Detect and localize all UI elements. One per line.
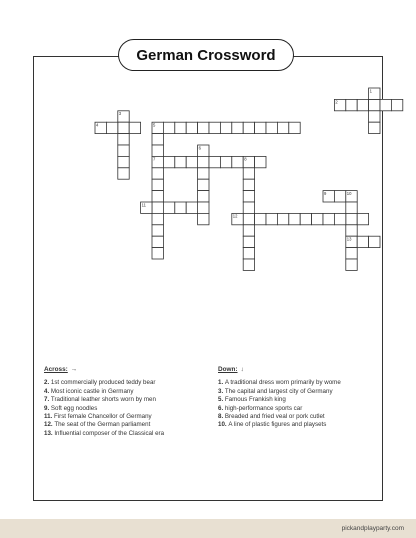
grid-cell[interactable]: [220, 122, 231, 133]
clue-text: A traditional dress worn primarily by wome: [224, 379, 341, 387]
clue-number: 4.: [44, 387, 51, 395]
grid-cell[interactable]: [152, 179, 163, 190]
clue-number: 7.: [44, 396, 51, 404]
cell-number: 3: [118, 111, 122, 117]
cell-number: 7: [153, 156, 156, 162]
across-clue: [44, 430, 214, 438]
grid-cell[interactable]: [243, 202, 254, 213]
grid-cell[interactable]: [346, 248, 357, 259]
grid-cell[interactable]: [220, 156, 231, 167]
grid-cell[interactable]: [152, 213, 163, 224]
grid-cell[interactable]: [198, 191, 209, 202]
grid-cell[interactable]: [369, 99, 380, 110]
clue-number: 10.: [218, 421, 229, 429]
grid-cell[interactable]: [346, 213, 357, 224]
grid-cell[interactable]: [357, 99, 368, 110]
grid-cell[interactable]: [243, 179, 254, 190]
clue-number: 2.: [44, 379, 51, 387]
cell-number: 13: [346, 236, 352, 242]
grid-cell[interactable]: [243, 191, 254, 202]
grid-cell[interactable]: [323, 213, 334, 224]
grid-cell[interactable]: [118, 122, 129, 133]
grid-cell[interactable]: [243, 236, 254, 247]
across-clue-list: [44, 379, 214, 438]
grid-cell[interactable]: [357, 213, 368, 224]
across-clues: [44, 366, 214, 438]
clue-number: 8.: [218, 413, 225, 421]
clue-text: Most iconic castle in Germany: [50, 387, 134, 395]
grid-cell[interactable]: [175, 202, 186, 213]
cell-number: 9: [324, 190, 327, 196]
grid-cell[interactable]: [346, 225, 357, 236]
grid-cell[interactable]: [243, 168, 254, 179]
grid-cell[interactable]: [255, 156, 266, 167]
grid-cell[interactable]: [186, 156, 197, 167]
grid-cell[interactable]: [255, 122, 266, 133]
grid-cell[interactable]: [186, 122, 197, 133]
grid-cell[interactable]: [175, 156, 186, 167]
grid-cell[interactable]: [175, 122, 186, 133]
grid-cell[interactable]: [198, 213, 209, 224]
cell-number: 10: [346, 190, 352, 196]
across-heading: Across: →: [44, 366, 78, 373]
grid-cell[interactable]: [198, 122, 209, 133]
grid-cell[interactable]: [380, 99, 391, 110]
clue-text: 1st commercially produced teddy bear: [50, 379, 156, 387]
grid-cell[interactable]: [357, 236, 368, 247]
grid-cell[interactable]: [312, 213, 323, 224]
grid-cell[interactable]: [163, 202, 174, 213]
clue-text: Famous Frankish king: [224, 396, 286, 404]
down-clue: [218, 388, 383, 396]
grid-cell[interactable]: [277, 213, 288, 224]
grid-cell[interactable]: [289, 122, 300, 133]
clue-text: The capital and largest city of Germany: [224, 387, 333, 395]
cell-number: 5: [153, 122, 156, 128]
clue-number: 12.: [44, 421, 55, 429]
grid-cell[interactable]: [209, 156, 220, 167]
grid-cell[interactable]: [198, 202, 209, 213]
clue-text: Influential composer of the Classical era: [54, 429, 165, 437]
down-clue: [218, 379, 383, 387]
grid-cell[interactable]: [118, 145, 129, 156]
grid-cell[interactable]: [369, 111, 380, 122]
grid-cell[interactable]: [243, 225, 254, 236]
down-clue: [218, 405, 383, 413]
right-arrow-icon: →: [70, 366, 78, 373]
grid-cell[interactable]: [346, 99, 357, 110]
grid-cell[interactable]: [243, 213, 254, 224]
across-clue: [44, 421, 214, 429]
grid-cell[interactable]: [118, 134, 129, 145]
grid-cell[interactable]: [129, 122, 140, 133]
grid-cell[interactable]: [152, 191, 163, 202]
clue-number: 9.: [44, 404, 51, 412]
grid-cell[interactable]: [266, 213, 277, 224]
grid-cell[interactable]: [255, 213, 266, 224]
clue-number: 1.: [218, 379, 225, 387]
across-clue: [44, 396, 214, 404]
grid-cell[interactable]: [118, 168, 129, 179]
grid-cell[interactable]: [391, 99, 402, 110]
grid-cell[interactable]: [243, 259, 254, 270]
grid-cell[interactable]: [118, 156, 129, 167]
grid-cell[interactable]: [334, 191, 345, 202]
down-clue: [218, 396, 383, 404]
grid-cell[interactable]: [198, 168, 209, 179]
clue-text: Traditional leather shorts worn by men: [50, 396, 156, 404]
grid-cell[interactable]: [152, 134, 163, 145]
across-clue: [44, 388, 214, 396]
clue-text: A line of plastic figures and playsets: [228, 421, 327, 429]
down-clue-list: [218, 379, 383, 429]
grid-cell[interactable]: [198, 156, 209, 167]
grid-cell[interactable]: [106, 122, 117, 133]
grid-cell[interactable]: [266, 122, 277, 133]
grid-cell[interactable]: [369, 122, 380, 133]
across-clue: [44, 379, 214, 387]
grid-cell[interactable]: [277, 122, 288, 133]
grid-cell[interactable]: [289, 213, 300, 224]
grid-cell[interactable]: [186, 202, 197, 213]
grid-cell[interactable]: [346, 259, 357, 270]
cell-number: 4: [96, 122, 99, 128]
down-arrow-icon: ↓: [240, 366, 244, 373]
grid-cell[interactable]: [243, 248, 254, 259]
across-clue: [44, 405, 214, 413]
grid-cell[interactable]: [369, 236, 380, 247]
grid-cell[interactable]: [209, 122, 220, 133]
cell-number: 12: [232, 213, 238, 219]
grid-cell[interactable]: [232, 156, 243, 167]
grid-cell[interactable]: [152, 168, 163, 179]
clue-text: Breaded and fried veal or pork cutlet: [224, 413, 325, 421]
grid-cell[interactable]: [152, 145, 163, 156]
across-clue: [44, 413, 214, 421]
grid-cell[interactable]: [152, 248, 163, 259]
down-heading: Down: ↓: [218, 366, 244, 373]
grid-cell[interactable]: [334, 213, 345, 224]
footer-website[interactable]: pickandplayparty.com: [341, 525, 404, 532]
down-clue: [218, 413, 383, 421]
grid-cell[interactable]: [152, 202, 163, 213]
grid-cell[interactable]: [198, 179, 209, 190]
grid-cell[interactable]: [232, 122, 243, 133]
clue-text: The seat of the German parliament: [54, 421, 151, 429]
grid-cell[interactable]: [163, 156, 174, 167]
cell-number: 8: [244, 156, 247, 162]
down-clue: [218, 421, 383, 429]
clue-number: 3.: [218, 387, 225, 395]
grid-cell[interactable]: [163, 122, 174, 133]
grid-cell[interactable]: [152, 236, 163, 247]
cell-number: 2: [335, 99, 338, 105]
grid-cell[interactable]: [243, 122, 254, 133]
grid-cell[interactable]: [300, 213, 311, 224]
page-title: German Crossword: [118, 39, 294, 71]
down-clues: [218, 366, 383, 430]
clue-number: 5.: [218, 396, 225, 404]
clue-number: 13.: [44, 429, 55, 437]
grid-cell[interactable]: [346, 202, 357, 213]
clue-number: 11.: [44, 413, 54, 421]
cell-number: 11: [141, 202, 146, 208]
clue-text: Soft egg noodles: [50, 404, 98, 412]
grid-cell[interactable]: [152, 225, 163, 236]
clue-text: First female Chancellor of Germany: [53, 413, 152, 421]
clue-text: high-performance sports car: [224, 404, 303, 412]
clue-number: 6.: [218, 404, 225, 412]
cell-number: 1: [369, 88, 372, 94]
cell-number: 6: [198, 145, 201, 151]
